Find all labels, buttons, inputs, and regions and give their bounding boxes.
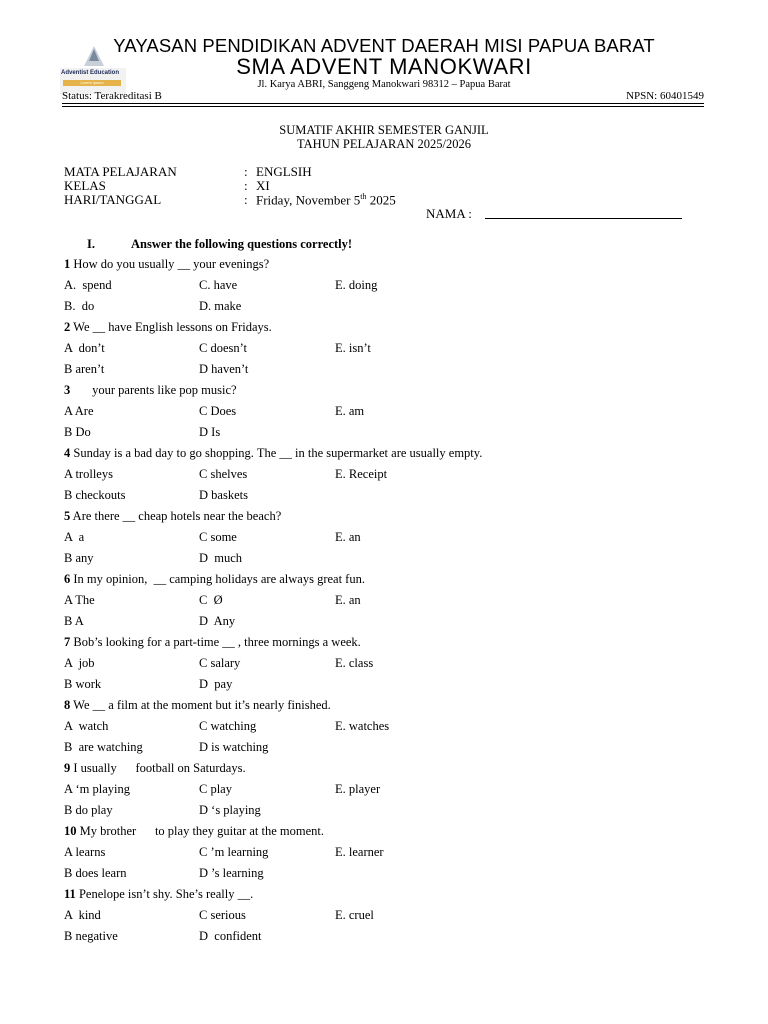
question-6-option-e: E. an	[335, 593, 361, 607]
question-2-option-c: C doesn’t	[199, 341, 248, 355]
question-6-option-c: C Ø	[199, 593, 223, 607]
section-number: I.	[87, 237, 95, 251]
question-3-option-c: C Does	[199, 404, 237, 418]
question-10-option-e: E. learner	[335, 845, 384, 859]
question-10	[64, 824, 324, 839]
question-5-option-e: E. an	[335, 530, 361, 544]
question-text: We __ have English lessons on Fridays.	[70, 320, 272, 334]
question-8-option-a: A watch	[64, 719, 109, 733]
foundation-name: YAYASAN PENDIDIKAN ADVENT DAERAH MISI PAPUA BARAT	[113, 35, 655, 56]
question-text: Bob’s looking for a part-time __ , three mornings a week.	[70, 635, 361, 649]
question-9	[64, 761, 246, 776]
date-year: 2025	[366, 192, 396, 208]
question-3-option-e: E. am	[335, 404, 365, 418]
question-text: We __ a film at the moment but it’s nearly finished.	[70, 698, 331, 712]
question-4-option-c: C shelves	[199, 467, 248, 481]
question-11-option-c: C serious	[199, 908, 246, 922]
question-6-option-b: B A	[64, 614, 84, 628]
subject-value: ENGLSIH	[256, 164, 312, 179]
question-10-option-d: D ’s learning	[199, 866, 264, 880]
question-7-option-d: D pay	[199, 677, 233, 691]
question-5-option-a: A a	[64, 530, 85, 544]
question-11-option-e: E. cruel	[335, 908, 374, 922]
question-1-option-b: B. do	[64, 299, 95, 313]
question-number: 11	[64, 887, 76, 901]
subject-colon: :	[244, 164, 248, 179]
name-label: NAMA :	[426, 206, 472, 221]
question-1-option-e: E. doing	[335, 278, 378, 292]
question-number: 3	[64, 383, 71, 397]
question-text: I usually football on Saturdays.	[70, 761, 246, 775]
question-number: 2	[64, 320, 71, 334]
school-name: SMA ADVENT MANOKWARI	[236, 54, 532, 79]
date-label: HARI/TANGGAL	[64, 192, 162, 207]
question-6-option-a: A The	[64, 593, 95, 607]
question-number: 7	[64, 635, 71, 649]
subject-label: MATA PELAJARAN	[64, 164, 177, 179]
question-5-option-d: D much	[199, 551, 243, 565]
question-6-option-d: D Any	[199, 614, 236, 628]
question-11-option-b: B negative	[64, 929, 118, 943]
question-11	[64, 887, 253, 902]
question-10-option-c: C ’m learning	[199, 845, 269, 859]
date-day: Friday, November 5	[256, 192, 361, 208]
section-title: Answer the following questions correctly!	[131, 237, 353, 251]
question-text: your parents like pop music?	[70, 383, 237, 397]
question-2-option-a: A don’t	[64, 341, 105, 355]
question-3	[64, 383, 237, 398]
question-number: 6	[64, 572, 71, 586]
question-number: 4	[64, 446, 71, 460]
date-suffix: th	[360, 192, 367, 201]
question-text: In my opinion, __ camping holidays are always great fun.	[70, 572, 365, 586]
question-number: 1	[64, 257, 71, 271]
question-11-option-d: D confident	[199, 929, 262, 943]
question-4-option-a: A trolleys	[64, 467, 113, 481]
question-7	[64, 635, 361, 650]
exam-year: TAHUN PELAJARAN 2025/2026	[297, 137, 471, 151]
question-8-option-e: E. watches	[335, 719, 390, 733]
question-7-option-a: A job	[64, 656, 95, 670]
question-6	[64, 572, 365, 587]
exam-title: SUMATIF AKHIR SEMESTER GANJIL	[279, 123, 489, 137]
question-3-option-b: B Do	[64, 425, 91, 439]
question-number: 8	[64, 698, 71, 712]
class-colon: :	[244, 178, 248, 193]
question-number: 5	[64, 509, 71, 523]
question-1	[64, 257, 269, 272]
question-7-option-e: E. class	[335, 656, 374, 670]
question-2	[64, 320, 272, 335]
logo-text: Adventist Education	[61, 70, 120, 76]
question-1-option-c: C. have	[199, 278, 238, 292]
question-4	[64, 446, 482, 461]
question-10-option-b: B does learn	[64, 866, 127, 880]
question-9-option-c: C play	[199, 782, 232, 796]
class-label: KELAS	[64, 178, 106, 193]
accreditation-status: Status: Terakreditasi B	[62, 90, 162, 102]
question-7-option-c: C salary	[199, 656, 241, 670]
header-divider	[62, 103, 704, 104]
school-address: Jl. Karya ABRI, Sanggeng Manokwari 98312 – Papua Barat	[257, 79, 511, 90]
question-8-option-c: C watching	[199, 719, 257, 733]
date-value	[256, 192, 396, 208]
question-5-option-b: B any	[64, 551, 94, 565]
name-blank-line	[485, 218, 682, 219]
question-text: Sunday is a bad day to go shopping. The __ in the supermarket are usually empty.	[70, 446, 483, 460]
question-2-option-e: E. isn’t	[335, 341, 371, 355]
header-divider-2	[62, 106, 704, 107]
question-7-option-b: B work	[64, 677, 102, 691]
question-text: Are there __ cheap hotels near the beach?	[70, 509, 282, 523]
question-8-option-b: B are watching	[64, 740, 143, 754]
question-5-option-c: C some	[199, 530, 237, 544]
question-5	[64, 509, 281, 524]
npsn-number: NPSN: 60401549	[626, 90, 704, 102]
question-number: 9	[64, 761, 71, 775]
question-8	[64, 698, 331, 713]
question-9-option-d: D ‘s playing	[199, 803, 261, 817]
question-text: My brother to play they guitar at the moment.	[76, 824, 325, 838]
class-value: XI	[256, 178, 270, 193]
question-10-option-a: A learns	[64, 845, 106, 859]
question-1-option-a: A. spend	[64, 278, 112, 292]
question-3-option-d: D Is	[199, 425, 221, 439]
date-colon: :	[244, 192, 248, 207]
question-1-option-d: D. make	[199, 299, 242, 313]
question-2-option-b: B aren’t	[64, 362, 105, 376]
question-text: Penelope isn’t shy. She’s really __.	[75, 887, 254, 901]
logo-tagline: Lorem ipsum	[63, 80, 121, 86]
question-11-option-a: A kind	[64, 908, 101, 922]
question-text: How do you usually __ your evenings?	[70, 257, 270, 271]
question-2-option-d: D haven’t	[199, 362, 249, 376]
question-8-option-d: D is watching	[199, 740, 269, 754]
question-9-option-b: B do play	[64, 803, 113, 817]
question-number: 10	[64, 824, 77, 838]
question-4-option-d: D baskets	[199, 488, 248, 502]
question-4-option-e: E. Receipt	[335, 467, 388, 481]
question-9-option-e: E. player	[335, 782, 381, 796]
question-9-option-a: A ‘m playing	[64, 782, 130, 796]
question-4-option-b: B checkouts	[64, 488, 126, 502]
question-3-option-a: A Are	[64, 404, 94, 418]
